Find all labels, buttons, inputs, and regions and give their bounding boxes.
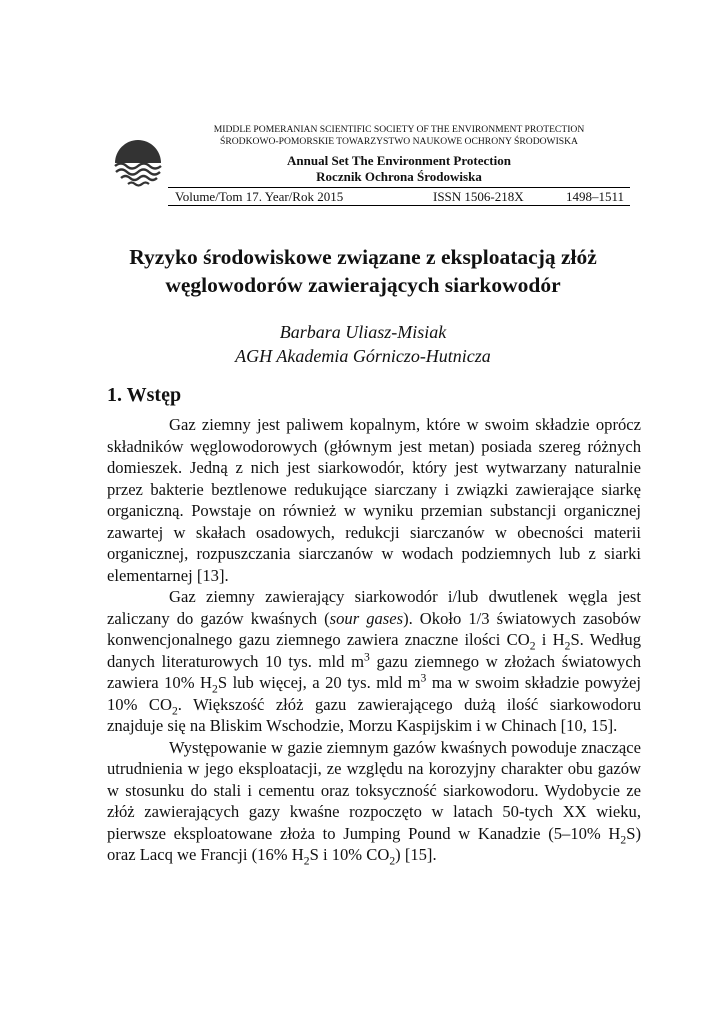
affiliation: AGH Akademia Górniczo-Hutnicza xyxy=(235,346,491,366)
volume-year: Volume/Tom 17. Year/Rok 2015 xyxy=(175,189,344,204)
paragraph-2: Gaz ziemny zawierający siarkowodór i/lub dwutlenek węgla jest zaliczany do gazów kwaśnych (sour gases). Około 1/3 światowych zasobów konwencjonalnego gazu ziemnego zawiera znaczne ilości $CO_2$ i $H_2S$. Według danych literaturowych 10 tys. mld $m^3$ gazu ziemnego w złożach światowych zawiera 10% $H_2S$ lub więcej, a 20 tys. mld $m^3$ ma w swoim składzie powyżej 10% $CO_2$. Większość złóż gazu zawierającego dużą ilość siarkowodoru znajduje się na Bliskim Wschodzie, Morzu Kaspijskim i w Chinach [10, 15]. xyxy=(107,587,642,735)
title-line-1: Ryzyko środowiskowe związane z eksploatacją złóż xyxy=(129,245,597,269)
issn: ISSN 1506-218X xyxy=(433,189,524,204)
journal-title-pl: Rocznik Ochrona Środowiska xyxy=(316,169,482,184)
article-title xyxy=(96,243,630,299)
author-block xyxy=(96,320,630,368)
journal-title-en: Annual Set The Environment Protection xyxy=(287,153,511,168)
body-text xyxy=(107,414,641,866)
volume-row xyxy=(168,188,630,205)
society-name-en: MIDDLE POMERANIAN SCIENTIFIC SOCIETY OF THE ENVIRONMENT PROTECTION xyxy=(213,124,585,135)
italic-term: sour gases xyxy=(329,608,404,628)
page-range: 1498–1511 xyxy=(565,189,624,204)
header-rule-bottom xyxy=(168,205,630,206)
title-line-2: węglowodorów zawierających siarkowodór xyxy=(165,273,561,297)
society-logo-icon xyxy=(113,133,163,191)
society-name-pl: ŚRODKOWO-POMORSKIE TOWARZYSTWO NAUKOWE OCHRONY ŚRODOWISKA xyxy=(220,136,578,147)
section-heading: 1. Wstęp xyxy=(107,384,182,406)
paragraph-3: Występowanie w gazie ziemnym gazów kwaśnych powoduje znaczące utrudnienia w jego eksploatacji, ze względu na korozyjny charakter obu gazów w stosunku do stali i cementu oraz toksyczność siarkowodoru. Wydobycie ze złóż zawierających gazy kwaśne rozpoczęto w latach 50-tych XX wieku, pierwsze eksploatowane złoża to Jumping Pound w Kanadzie (5–10% $H_2S$) oraz Lacq we Francji (16% $H_2S$ i 10% $CO_2$) [15]. xyxy=(107,737,641,868)
paragraph-1: Gaz ziemny jest paliwem kopalnym, które w swoim składzie oprócz składników węglowodorowych (głównym jest metan) posiada szereg różnych domieszek. Jedną z nich jest siarkowodór, który jest wytwarzany naturalnie przez bakterie beztlenowe redukujące siarczany i związki zawierające siarkę organiczną. Powstaje on również w wyniku przemian substancji organicznej zawartej w skałach osadowych, redukcji siarczanów w obecności materii organicznej, rozpuszczania siarczanów w wodach podziemnych lub z siarki elementarnej [13]. xyxy=(107,415,641,585)
author-name: Barbara Uliasz-Misiak xyxy=(279,322,447,342)
